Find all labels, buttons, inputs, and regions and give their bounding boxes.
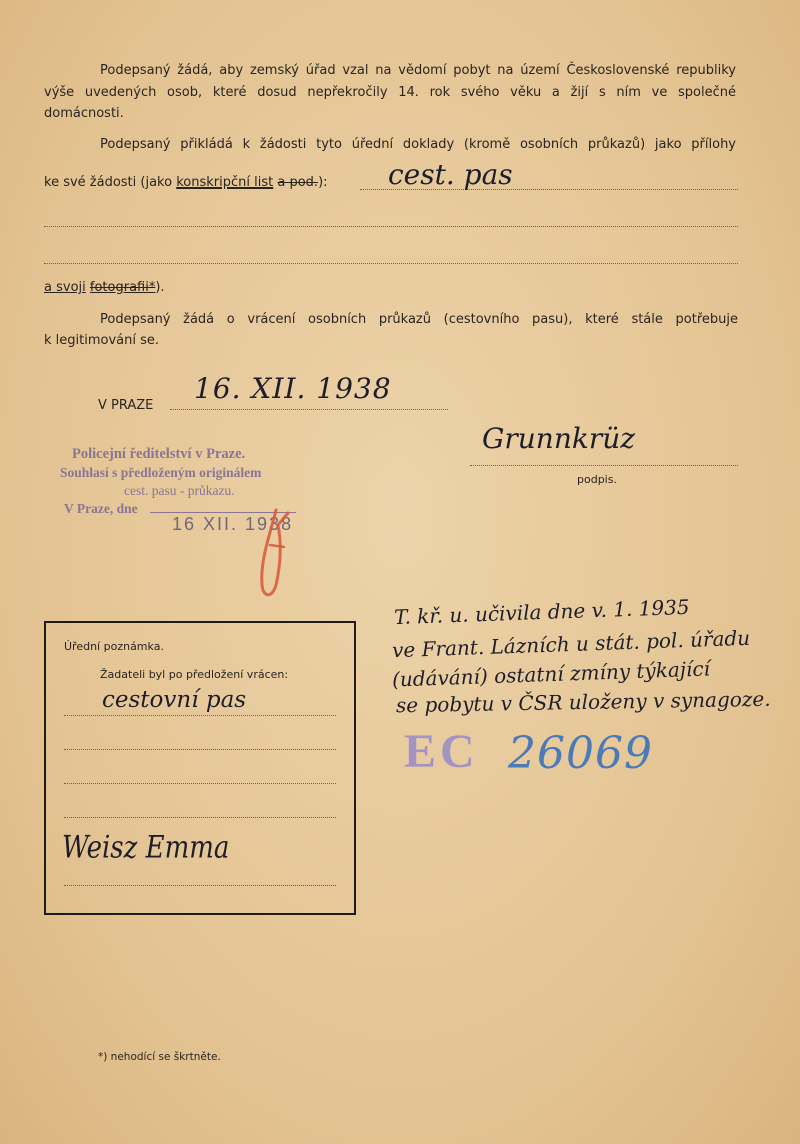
handwritten-weisz-emma: Weisz Emma	[62, 830, 230, 866]
para2-line1: Podepsaný přikládá k žádosti tyto úřední doklady (kromě osobních průkazů) jako přílohy	[100, 137, 736, 152]
handwritten-cest-pas: cest. pas	[388, 158, 513, 191]
para2-prefix: ke své žádosti (jako	[44, 175, 173, 190]
annotation-line1: T. kř. u. učivila dne v. 1. 1935	[393, 594, 690, 630]
konskripcni-list: konskripční list	[176, 175, 274, 190]
dotted-line-3	[44, 263, 738, 264]
para1-line1: Podepsaný žádá, aby zemský úřad vzal na vědomí pobyt na území Československé republiky	[100, 63, 736, 78]
handwritten-signature: Grunnkrüz	[482, 422, 635, 455]
ec-stamp: EC	[404, 725, 479, 778]
para1-line2: výše uvedených osob, které dosud nepřekročily 14. rok svého věku a žijí s ním ve společné	[44, 85, 736, 100]
annotation-line3: (udávání) ostatní zmíny týkající	[391, 656, 711, 692]
number-26069: 26069	[508, 728, 653, 779]
stamp-line1: Policejní ředitelství v Praze.	[72, 446, 246, 462]
date-dotted-line	[170, 409, 448, 410]
para1-line3: domácnosti.	[44, 106, 124, 121]
handwritten-date: 16. XII. 1938	[194, 372, 392, 405]
footnote: *) nehodící se škrtněte.	[98, 1051, 221, 1063]
stamp-line4: V Praze, dne	[64, 501, 138, 516]
box-dotted-4	[64, 817, 336, 818]
box-dotted-1	[64, 715, 336, 716]
photo-suffix: ).	[155, 280, 165, 295]
stamp-line3: cest. pasu - průkazu.	[124, 483, 235, 498]
signature-dotted-line	[470, 465, 738, 466]
box-title: Úřední poznámka.	[64, 640, 164, 653]
para2-line2	[44, 172, 328, 193]
photo-line	[44, 277, 165, 298]
box-dotted-3	[64, 783, 336, 784]
box-dotted-2	[64, 749, 336, 750]
struck-a-pod: a pod.	[277, 175, 319, 190]
annotation-line2: ve Frant. Lázních u stát. pol. úřadu	[391, 625, 751, 663]
stamp-date: 16 XII. 1938	[172, 514, 294, 534]
official-note-box	[44, 621, 356, 915]
para2-suffix: ):	[318, 175, 328, 190]
para3-line1: Podepsaný žádá o vrácení osobních průkazů (cestovního pasu), které stále potřebuje	[100, 312, 738, 327]
signature-label: podpis.	[577, 473, 617, 486]
box-returned-label: Žadateli byl po předložení vrácen:	[100, 668, 289, 681]
photo-prefix: a svoji	[44, 280, 86, 295]
para3-line2: k legitimování se.	[44, 333, 160, 348]
annotation-line4: se pobytu v ČSR uloženy v synagoze.	[395, 686, 771, 718]
handwritten-cestovni-pas: cestovní pas	[102, 687, 247, 713]
place-label: V PRAZE	[98, 398, 154, 413]
red-pencil-mark-icon	[248, 505, 298, 605]
photo-struck: fotografii*	[89, 280, 156, 295]
dotted-line-2	[44, 226, 738, 227]
box-dotted-5	[64, 885, 336, 886]
stamp-line2: Souhlasí s předloženým originálem	[60, 465, 262, 480]
